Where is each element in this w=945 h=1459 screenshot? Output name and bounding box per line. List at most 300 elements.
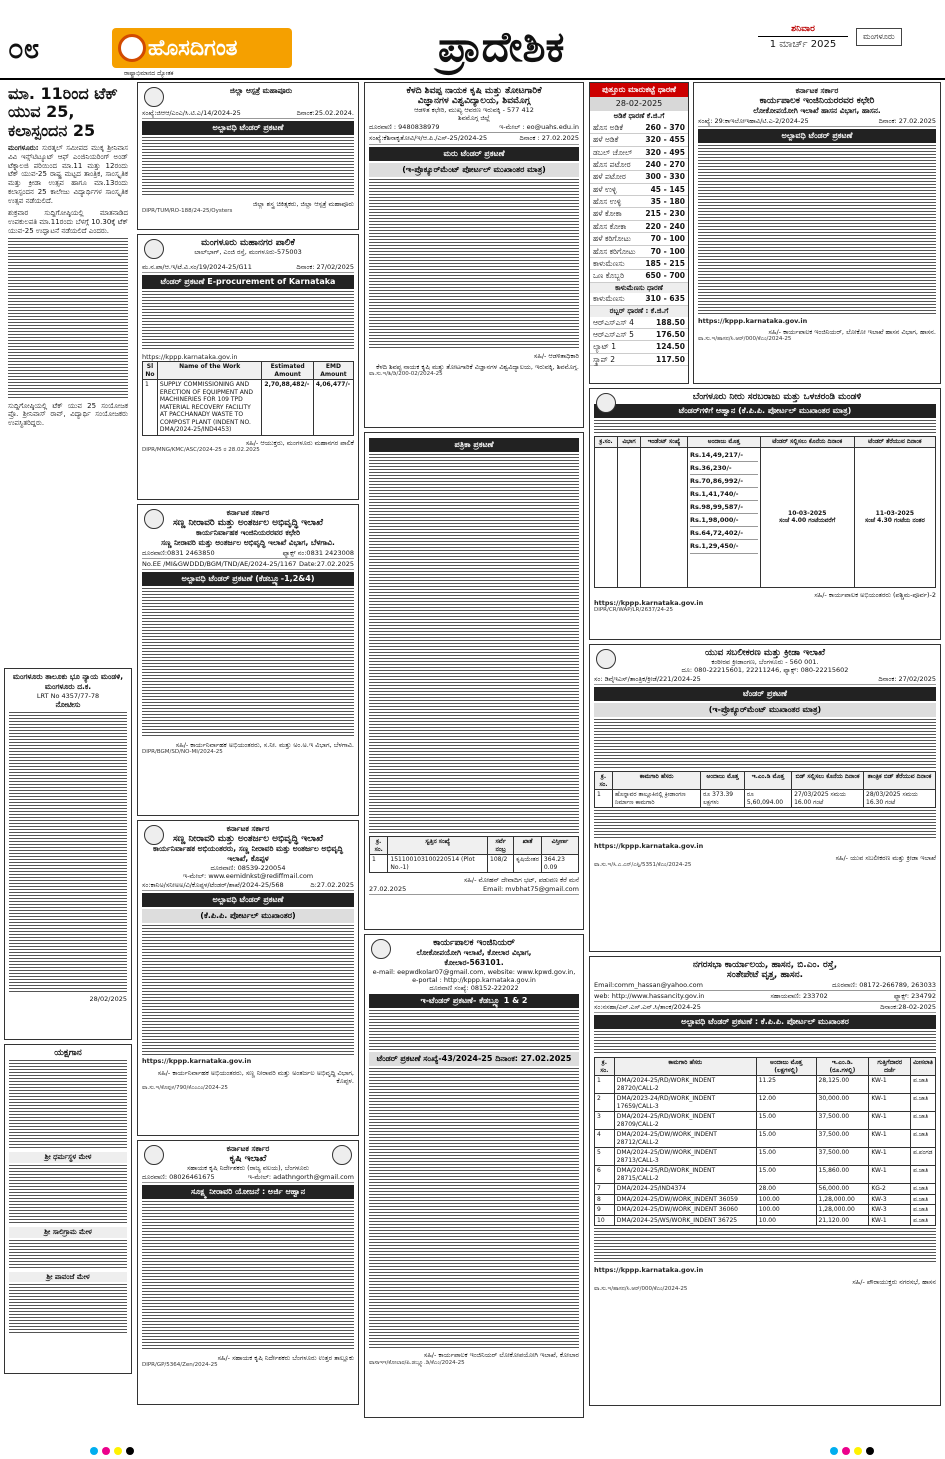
ad-site: https://kppp.karnataka.gov.in — [594, 1266, 704, 1275]
ad-body-text — [142, 291, 354, 351]
th-last-date: ಟೆಂಡರ್ ಸಲ್ಲಿಸಲು ಕೊನೆಯ ದಿನಾಂಕ — [760, 437, 854, 448]
ad-subtitle: ಸಹಾಯಕ ಕೃಷಿ ನಿರ್ದೇಶಕರು (ರಾಜ್ಯ ವಲಯ), ಬೆಂಗಳೂರು — [186, 1164, 310, 1172]
ad-pwd-hassan — [693, 82, 941, 384]
cell-open-date: 28/03/2025 ಸಮಯ 16.30 ಗಂಟೆ — [864, 790, 936, 808]
table-row — [370, 855, 579, 873]
amount-value: Rs.1,29,450/- — [690, 540, 758, 553]
rate-row — [590, 258, 688, 270]
cell-sl — [595, 447, 618, 587]
table-row — [595, 1166, 936, 1184]
events-list-2 — [9, 1165, 127, 1225]
ad-bar-sub: (ಇ-ಪ್ರೊಕ್ಯೂರ್‌ಮೆಂಟ್ ಮುಖಾಂತರ ಮಾತ್ರ) — [594, 703, 936, 717]
masthead-divider — [0, 78, 945, 80]
table-cell: 100.00 — [756, 1194, 816, 1205]
cyan-dot-icon — [830, 1447, 838, 1455]
th-sl: ಕ್ರ. ಸಂ. — [595, 772, 613, 790]
ad-press-notice — [364, 432, 584, 930]
table-cell: 4 — [595, 1130, 615, 1148]
rates-date: 28-02-2025 — [590, 97, 688, 111]
ad-bar: ಅಲ್ಪಾವಧಿ ಟೆಂಡರ್ ಪ್ರಕಟಣೆ (ಕೆಡಬ್ಲ್ಯೂ-1,2&4) — [142, 572, 354, 586]
ad-dipr: DIPR/GP/5364/Zen/2024-25 — [142, 1362, 218, 1369]
events-list-4 — [9, 1284, 127, 1334]
rate-value: 300 - 330 — [645, 172, 685, 182]
table-cell: 15.00 — [756, 1112, 816, 1130]
brand-name: ಹೊಸದಿಗಂತ — [148, 35, 238, 61]
cell-estimate: ರೂ 373.39 ಲಕ್ಷಗಳು — [701, 790, 745, 808]
table-cell: DMA/2024-25/IND4374 — [614, 1184, 756, 1195]
ad-body-text — [594, 1031, 936, 1055]
rate-item: ಒಣ ಕೊಬ್ಬರಿ — [593, 271, 625, 281]
table-cell: DMA/2024-25/RD/WORK_INDENT 28715/CALL-2 — [614, 1166, 756, 1184]
brand-emblem-icon — [118, 34, 146, 62]
rate-item: ಕಾಳುಮೆಣಸು — [593, 294, 625, 304]
registration-marks-left — [90, 1447, 134, 1455]
table-cell: DMA/2024-25/WS/WORK_INDENT 36725 — [614, 1215, 756, 1226]
ad-title-1: ನಗರಸಭಾ ಕಾರ್ಯಾಲಯ, ಹಾಸನ, ಬಿ.ಎಂ. ರಸ್ತೆ, — [692, 960, 838, 970]
rate-value: 260 - 370 — [645, 122, 685, 132]
th-estimate: ಅಂದಾಜು ಮೊತ್ತ — [701, 772, 745, 790]
magenta-dot-icon — [102, 1447, 110, 1455]
last-time: ಸಂಜೆ 4.00 ಗಂಟೆಯವರೆಗೆ — [779, 517, 836, 524]
rate-row — [590, 221, 688, 233]
ad-ref-line — [369, 133, 579, 144]
th-sl: ಕ್ರ. ಸಂ. — [595, 1058, 615, 1076]
ad-title-1: ಕಾರ್ಯಪಾಲಕ ಇಂಜಿನಿಯರ್ — [433, 938, 515, 948]
ad-signer: ಸಹಿ/- ಆಡಳಿತಾಧಿಕಾರಿ — [533, 351, 579, 360]
events-title: ಯಕ್ಷಗಾನ — [54, 1048, 82, 1058]
table-row — [595, 1205, 936, 1216]
rate-value: 320 - 495 — [645, 147, 685, 157]
ad-date: ದಿನಾಂಕ:28-02-2025 — [880, 1003, 936, 1012]
column-4 — [589, 82, 941, 1410]
ad-dipr: ವಾ.ಸು.ಇ/ಹಾಸನ/ಸಿ.ಆರ್/000/ಕೆಎಂ/2024-25 — [594, 1285, 688, 1292]
events-list-3 — [9, 1240, 127, 1270]
ad-body-text — [142, 588, 354, 738]
table-cell: KW-3 — [869, 1205, 911, 1216]
th-property: ಸ್ವತ್ತಿನ ಸಂಖ್ಯೆ — [388, 837, 488, 855]
th-emd: ಇ.ಎಂ.ಡಿ. (ರೂ.ಗಳಲ್ಲಿ) — [816, 1058, 869, 1076]
ad-cmc-hassan — [589, 956, 941, 1406]
th-sl: ಕ್ರ. ಸಂ. — [370, 837, 388, 855]
ad-dipr: DIPR/MNG/KMC/ASC/2024-25 ರ 28.02.2025 — [142, 447, 260, 453]
amount-value: Rs.64,72,402/- — [690, 527, 758, 540]
table-cell: 10 — [595, 1215, 615, 1226]
table-cell: KW-1 — [869, 1148, 911, 1166]
rate-item: ಆರ್‌ಎಸ್‌ಎಸ್ 4 — [593, 317, 634, 327]
ad-subtitle: ಲಾಲ್‌ಭಾಗ್, ಎಂಜಿ ರಸ್ತೆ, ಮಂಗಳೂರು-575003 — [194, 248, 302, 256]
table-cell: KW-1 — [869, 1076, 911, 1094]
rate-row — [590, 208, 688, 220]
rate-row — [590, 147, 688, 159]
rates-pepper-list — [590, 293, 688, 305]
ad-bar: ಅಲ್ಪಾವಧಿ ಟೆಂಡರ್ ಪ್ರಕಟಣೆ — [142, 121, 354, 135]
ad-mangaluru-corporation — [137, 234, 359, 500]
events-box — [4, 1044, 132, 1374]
ad-title-1: ಕರ್ನಾಟಕ ಸರ್ಕಾರ — [226, 508, 270, 517]
ad-dipr: ವಾ.ಸು.ಇ/ಸಿ.ಎ.ಎನ್/ಎಸ್ಪಿ/5351/ಕೆಎಂ/2024-25 — [594, 861, 692, 868]
rates-sub: ಅಡಿಕೆ ಧಾರಣೆ ಕೆ.ಜಿ.ಗೆ — [613, 112, 665, 120]
ad-email: Email: mvbhat75@gmail.com — [482, 885, 579, 894]
date-box — [758, 24, 848, 52]
th-survey: ಸರ್ವೆ ನಂಬ್ರ — [488, 837, 514, 855]
ad-title-4: ಸಣ್ಣ ನೀರಾವರಿ ಮತ್ತು ಅಂತರ್ಜಲ ಅಭಿವೃದ್ಧಿ ಇಲಾಖೆ ವಿಭಾಗ, ಬೆಳಗಾವಿ. — [161, 538, 335, 547]
th-open-date: ಟೆಂಡರ್ ತೆರೆಯುವ ದಿನಾಂಕ — [854, 437, 935, 448]
ad-signer: ಸಹಿ/- ಕಾರ್ಯಪಾಲಕ ಇಂಜಿನಿಯರ್, ಲೋಕೋ ಇಲಾಖೆ ಹಾಸನ ವಿಭಾಗ, ಹಾಸನ. — [768, 328, 936, 337]
ad-web: web: http://www.hassancity.gov.in — [594, 992, 705, 1001]
cyan-dot-icon — [90, 1447, 98, 1455]
ad-ref: ಸಂ:ಕಾನಿಅ/ಸನೀಅಅ/ವಿ/ಕೊಪ್ಪಳ/ಟೆಂಡರ್/ಶಾಖೆ/2024-25/568 — [142, 881, 284, 890]
land-tribunal-notice — [4, 668, 132, 1040]
ad-signer: ಸಹಿ/- ಕಾರ್ಯಪಾಲಕ ಅಭಿಯಂತರರು (ಪಶ್ಚಿಮ-ಪೂರ್ವ)-2 — [814, 590, 936, 599]
table-cell: ಪ.ಜಾತಿ — [911, 1205, 936, 1216]
ad-title: ಯುವ ಸಬಲೀಕರಣ ಮತ್ತು ಕ್ರೀಡಾ ಇಲಾಖೆ — [704, 648, 826, 658]
th-sl: Sl No — [143, 362, 158, 380]
ad-signer: ಜಿಲ್ಲಾ ಶಸ್ತ್ರ ಚಿಕಿತ್ಸಕರು, ಜಿಲ್ಲಾ ಆಸ್ಪತ್ರೆ ಮಹಾಪೂರು — [252, 200, 354, 209]
ad-phone: ದೂರವಾಣಿ : 9480838979 — [369, 123, 440, 132]
black-dot-icon — [866, 1447, 874, 1455]
registration-marks-right — [830, 1447, 874, 1455]
ad-ref: ಮ.ನ.ಪಾ/ಆ.ಇ/ಟೆ.ವಿ.ಸಂ/19/2024-25/G11 — [142, 263, 252, 272]
masthead — [0, 0, 945, 80]
th-emd: ಇ.ಎಂ.ಡಿ ಮೊತ್ತ — [744, 772, 791, 790]
ad-title: ಜಿಲ್ಲಾ ಆಸ್ಪತ್ರೆ ಮಹಾಪೂರು — [229, 86, 293, 95]
th-work: Name of the Work — [157, 362, 262, 380]
last-date: 10-03-2025 — [788, 509, 827, 517]
table-cell: KW-1 — [869, 1130, 911, 1148]
amount-value: Rs.1,41,740/- — [690, 488, 758, 501]
ad-site: https://kppp.karnataka.gov.in — [698, 317, 808, 326]
table-cell: 1,28,000.00 — [816, 1205, 869, 1216]
ad-bar-sub: (ಕೆ.ಪಿ.ಪಿ. ಪೋರ್ಟಲ್ ಮುಖಾಂತರ) — [142, 909, 354, 923]
cell-work: ಹೊನ್ನಾವರ ತಾಲ್ಲೂಕಿನಲ್ಲಿ ಕ್ರೀಡಾಂಗಣ ನಿರ್ಮಾಣ ಕಾಮಗಾರಿ — [613, 790, 701, 808]
table-cell: 11.25 — [756, 1076, 816, 1094]
ad-foot-line — [369, 884, 579, 895]
ad-phone: ದೂರವಾಣಿ ಸಂಖ್ಯೆ: 08152-222022 — [429, 984, 519, 993]
ad-body-text-2 — [594, 810, 936, 840]
th-sl: ಕ್ರ.ಸಂ. — [595, 437, 618, 448]
ad-bwssb — [589, 388, 941, 640]
ad-date: Date:27.02.2025 — [299, 560, 354, 569]
rate-row — [590, 196, 688, 208]
rate-row — [590, 171, 688, 183]
table-cell: 10.00 — [756, 1215, 816, 1226]
rate-value: 220 - 240 — [645, 221, 685, 231]
ad-date: ದಿನಾಂಕ: 27/02/2025 — [878, 675, 936, 684]
cell-work: SUPPLY COMMISSIONING AND ERECTION OF EQUIPMENT AND MACHINERIES FOR 109 TPD MATERIAL RECOVERY FACILITY AT PACCHANADY WASTE TO COMPOST PLANT (INDENT NO. DMA/2024-25/IND4453) — [157, 380, 262, 436]
table-cell: ಪ.ಜಾತಿ — [911, 1130, 936, 1148]
ad-bar: ಟೆಂಡರ್ ಪ್ರಕಟಣೆ — [594, 687, 936, 701]
rate-item: ಡಬಲ್ ಚೋಲ್ — [593, 147, 633, 157]
ad-email: Email:comm_hassan@yahoo.com — [594, 981, 703, 989]
ad-subtitle-2: ಶಿವಮೊಗ್ಗ ಜಿಲ್ಲೆ — [458, 114, 490, 123]
rates-rubber-title: ರಬ್ಬರ್ ಧಾರಣೆ : ಕೆ.ಜಿ.ಗೆ — [590, 306, 688, 317]
table-cell: DMA/2023-24/RD/WORK_INDENT 17659/CALL-3 — [614, 1094, 756, 1112]
news-article — [4, 82, 132, 664]
ad-site: https://kppp.karnataka.gov.in — [142, 1057, 252, 1066]
amount-value: Rs.1,98,000/- — [690, 514, 758, 527]
ad-bar: ಪತ್ರಿಕಾ ಪ್ರಕಟಣೆ — [369, 438, 579, 452]
ad-fax: ಫ್ಯಾಕ್ಸ್ ನಂ:0831 2423008 — [282, 549, 354, 557]
ad-body-text — [594, 719, 936, 769]
table-row — [595, 1194, 936, 1205]
ad-agriculture — [137, 1140, 359, 1405]
table-row — [595, 790, 936, 808]
table-cell: 6 — [595, 1166, 615, 1184]
cell-division — [618, 447, 641, 587]
table-cell: DMA/2024-25/DW/WORK_INDENT 36060 — [614, 1205, 756, 1216]
ad-title-2: ಸಣ್ಣ ನೀರಾವರಿ ಮತ್ತು ಅಂತರ್ಜಲ ಅಭಿವೃದ್ಧಿ ಇಲಾಖೆ — [172, 518, 324, 528]
table-cell: 30,000.00 — [816, 1094, 869, 1112]
th-area: ವಿಸ್ತೀರ್ಣ — [541, 837, 578, 855]
ad-contact-line-1 — [594, 980, 936, 991]
amount-value: Rs.36,230/- — [690, 462, 758, 475]
th-estimate: Estimated Amount — [262, 362, 313, 380]
ad-dipr: DIPR/TUM/RO-188/24-25/Oysters — [142, 208, 233, 215]
rate-value: 650 - 700 — [645, 271, 685, 281]
ad-bar: ಅಲ್ಪಾವಧಿ ಟೆಂಡರ್ ಪ್ರಕಟಣೆ — [698, 129, 936, 143]
ad-email: ಇ-ಮೇಲ್ : eo@uahs.edu.in — [499, 123, 579, 132]
table-cell: ಪ.ಜಾತಿ — [911, 1194, 936, 1205]
table-row — [595, 1094, 936, 1112]
rate-item: ಹೊಸ ಉಳ್ಳಿ — [593, 197, 622, 206]
ad-dipr: DIPR/CR/WAP/LR/2637/24-25 — [594, 606, 674, 613]
column-1 — [4, 82, 132, 1378]
ad-contact-line-2 — [594, 991, 936, 1002]
ad-bar: ಅಲ್ಪಾವಧಿ ಟೆಂಡರ್ ಪ್ರಕಟಣೆ : ಕೆ.ಪಿ.ಪಿ. ಪೋರ್ಟಲ್ ಮುಖಾಂತರ — [594, 1015, 936, 1029]
table-cell: KW-3 — [869, 1194, 911, 1205]
table-cell: 15.00 — [756, 1148, 816, 1166]
cell-emd: ರೂ 5,60,094.00 — [744, 790, 791, 808]
ad-bar: ಟೆಂಡರ್ ಪ್ರಕಟಣೆ E-procurement of Karnataka — [142, 275, 354, 289]
ad-bar-sub: (ಇ-ಪ್ರೊಕ್ಯೂರ್‌ಮೆಂಟ್ ಪೋರ್ಟಲ್ ಮುಖಾಂತರ ಮಾತ್ರ) — [369, 163, 579, 177]
ad-title-3: ಕಾರ್ಯನಿರ್ವಾಹಕ ಅಭಿಯಂತರರು, ಸಣ್ಣ ನೀರಾವರಿ ಮತ್ತು ಅಂತರ್ಜಲ ಅಭಿವೃದ್ಧಿ ಇಲಾಖೆ, ಕೊಪ್ಪಳ — [152, 844, 344, 863]
ad-title-2: ಸಣ್ಣ ನೀರಾವರಿ ಮತ್ತು ಅಂತರ್ಜಲ ಅಭಿವೃದ್ಧಿ ಇಲಾಖೆ — [172, 834, 324, 844]
ad-title-2: ಸಂತೇಪೇಟೆ ವೃತ್ತ, ಹಾಸನ. — [726, 970, 804, 980]
th-last-date: ಬಿಡ್ ಸಲ್ಲಿಸಲು ಕೊನೆಯ ದಿನಾಂಕ — [792, 772, 864, 790]
table-cell: DMA/2024-25/DW/WORK_INDENT 28713/CALL-3 — [614, 1148, 756, 1166]
rates-list — [590, 122, 688, 283]
event-item-2: ಶ್ರೀ ಸಾಲಿಗ್ರಾಮ ಮೇಳ — [9, 1227, 127, 1238]
rate-row — [590, 354, 688, 366]
rate-row — [590, 293, 688, 305]
table-cell: 9 — [595, 1205, 615, 1216]
rate-row — [590, 341, 688, 353]
th-division: ವಿಭಾಗ — [618, 437, 641, 448]
table-cell: ಪ.ಪಂಗಡ — [911, 1148, 936, 1166]
ad-dipr: ವಾ.ಸು.ಇ/ಹಾಸನ/ಸಿ.ಆರ್/000/ಕೆಎಂ/2024-25 — [698, 336, 792, 343]
brand-tagline: ರಾಷ್ಟ್ರಾಭಿಮಾನದ ದ್ಯೋತಕ — [124, 70, 174, 77]
emblem-icon — [144, 239, 164, 259]
ad-phone: ದೂರವಾಣಿ: 08026461675 — [142, 1173, 215, 1182]
ad-body-text — [698, 145, 936, 315]
rate-item: ಹಳೆ ಕೋಕಾ — [593, 209, 622, 219]
table-cell: ಪ.ಜಾತಿ — [911, 1112, 936, 1130]
ad-ref-line — [142, 108, 354, 119]
rate-row — [590, 317, 688, 329]
table-cell: 37,500.00 — [816, 1148, 869, 1166]
ad-dipr: ವಾ.ಸು.ಇ/ಕೊಪ್ಪಳ/790/ಕೆಎಂಎಂ/2024-25 — [142, 1084, 228, 1091]
ad-district-hospital — [137, 82, 359, 230]
ad-site: https://kppp.karnataka.gov.in — [594, 842, 704, 851]
ad-body-text — [369, 179, 579, 349]
table-cell: KW-1 — [869, 1215, 911, 1226]
column-2 — [137, 82, 359, 1409]
ad-uahs-shivamogga — [364, 82, 584, 428]
ad-ref-line — [698, 116, 936, 127]
ad-title-1: ಕರ್ನಾಟಕ ಸರ್ಕಾರ — [795, 86, 839, 95]
cell-sl: 1 — [595, 790, 613, 808]
table-row — [143, 380, 354, 436]
amount-value: Rs.70,86,992/- — [690, 475, 758, 488]
ad-signer: ಸಹಿ/- ಕಾರ್ಯನಿರ್ವಾಹಕ ಅಭಿಯಂತರರು, ಸ.ನೀ. ಮತ್ತು ಅಂ.ಅ.ಇ ವಿಭಾಗ, ಬೆಳಗಾವಿ. — [175, 741, 354, 750]
rate-value: 35 - 180 — [650, 197, 685, 206]
th-emd: EMD Amount — [313, 362, 353, 380]
emblem-icon — [144, 509, 164, 529]
table-row — [595, 1184, 936, 1195]
ad-phone: ದೂ: 080-22215601, 22211246, ಫ್ಯಾಕ್ಸ್: 080-22215602 — [681, 666, 849, 675]
ad-email: ಇ-ಮೇಲ್: www.eemidnkst@rediffmail.com — [182, 872, 314, 881]
rate-row — [590, 122, 688, 134]
table-row — [595, 1130, 936, 1148]
ad-title-1: ಕರ್ನಾಟಕ ಸರ್ಕಾರ — [226, 1144, 270, 1153]
news-dateline: ಮಂಗಳೂರು: — [8, 144, 39, 153]
table-cell: 28.00 — [756, 1184, 816, 1195]
table-cell: 56,000.00 — [816, 1184, 869, 1195]
cell-indent — [640, 447, 687, 587]
ad-title-2: ಲೋಕೋಪಯೋಗಿ ಇಲಾಖೆ, ಕೋಲಾರ ವಿಭಾಗ, — [416, 948, 532, 957]
rate-value: 70 - 100 — [650, 234, 685, 244]
open-date: 11-03-2025 — [875, 509, 915, 517]
table-cell: DMA/2024-25/DW/WORK_INDENT 36059 — [614, 1194, 756, 1205]
tender-table — [594, 1057, 936, 1226]
th-estimate: ಅಂದಾಜು ಮೊತ್ತ — [688, 437, 761, 448]
notice-ref: LRT No 4357/77-78 — [36, 692, 100, 700]
table-cell: 21,120.00 — [816, 1215, 869, 1226]
ad-title: ಬೆಂಗಳೂರು ನೀರು ಸರಬರಾಜು ಮತ್ತು ಒಳಚರಂಡಿ ಮಂಡಳಿ — [692, 392, 862, 402]
ad-title-2: ಕಾರ್ಯಪಾಲಕ ಇಂಜಿನಿಯರರವರ ಕಛೇರಿ — [759, 96, 875, 106]
table-cell: DMA/2024-25/RD/WORK_INDENT 28709/CALL-2 — [614, 1112, 756, 1130]
rate-item: ಹೊಸ ಕರಿಗೋಟು — [593, 246, 636, 256]
table-cell: 37,500.00 — [816, 1112, 869, 1130]
news-headline: ಮಾ. 11ರಿಂದ ಟೆಕ್ ಯುವ 25, ಕಲಾಸ್ಪಂದನ 25 — [8, 84, 118, 140]
cell-sl: 1 — [143, 380, 158, 436]
rate-value: 176.50 — [656, 329, 685, 339]
ad-youth-sports — [589, 644, 941, 952]
th-open-date: ತಾಂತ್ರಿಕ ಬಿಡ್ ತೆರೆಯುವ ದಿನಾಂಕ — [864, 772, 936, 790]
ad-fax: ಫ್ಯಾಕ್ಸ್: 234792 — [893, 992, 936, 1001]
th-khata: ಖಾತೆ — [514, 837, 542, 855]
rate-row — [590, 246, 688, 258]
ad-date: ದಿನಾಂಕ: 27.02.2025 — [878, 117, 936, 125]
cell-open-date — [854, 447, 935, 587]
ad-body-text — [142, 1201, 354, 1351]
news-paragraph-3: ಸುದ್ದಿಗೋಷ್ಠಿಯಲ್ಲಿ ಟೆಕ್ ಯುವ 25 ಸಂಯೋಜಕ ಪ್ರೊ. ಶ್ರೀನಿವಾಸ್ ರಾವ್, ವಿದ್ಯಾರ್ಥಿ ಸಂಯೋಜಕರು ಉಪಸ್ಥಿತರಿದ್ದರು. — [8, 401, 128, 428]
rate-item: ಹೊಸ ಪಟೋರ — [593, 159, 631, 169]
table-row — [595, 1148, 936, 1166]
cell-property: 151100103100220514 (Plot No.-1) — [388, 855, 488, 873]
rate-value: 215 - 230 — [645, 209, 685, 219]
rate-row — [590, 233, 688, 245]
ad-bar: ಟೆಂಡರ್‌ಗಳಿಗೆ ಆಹ್ವಾನ (ಕೆ.ಪಿ.ಪಿ. ಪೋರ್ಟಲ್ ಮುಖಾಂತರ ಮಾತ್ರ) — [594, 404, 936, 418]
column-3 — [364, 82, 584, 1422]
rate-row — [590, 270, 688, 282]
ad-title-1: ಕೆಳದಿ ಶಿವಪ್ಪ ನಾಯಕ ಕೃಷಿ ಮತ್ತು ತೋಟಗಾರಿಕೆ — [406, 86, 542, 96]
ad-bar: ಇ-ಟೆಂಡರ್ ಪ್ರಕಟಣೆ- ಕೆಡಬ್ಲ್ಯೂ 1 & 2 — [369, 994, 579, 1008]
ad-date: 27.02.2025 — [369, 885, 407, 894]
ad-ref-line — [142, 880, 354, 891]
ad-title-2: ಕೃಷಿ ಇಲಾಖೆ — [229, 1154, 267, 1164]
th-indent: ಇಂಡೆಂಟ್ ಸಂಖ್ಯೆ — [640, 437, 687, 448]
ad-title-1: ಕರ್ನಾಟಕ ಸರ್ಕಾರ — [226, 824, 270, 833]
ad-ref: ಟೆಂಡರ್ ಪ್ರಕಟಣೆ ಸಂಖ್ಯೆ-43/2024-25 ದಿನಾಂಕ: 27.02.2025 — [369, 1052, 579, 1066]
table-cell: 5 — [595, 1148, 615, 1166]
rate-item: ಹಳೆ ಪಟೋರ — [593, 172, 626, 182]
black-dot-icon — [126, 1447, 134, 1455]
th-work: ಕಾಮಗಾರಿ ಹೆಸರು — [613, 772, 701, 790]
ad-pwd-kolar — [364, 934, 584, 1418]
ad-title: ಮಂಗಳೂರು ಮಹಾನಗರ ಪಾಲಿಕೆ — [201, 238, 295, 248]
ad-ref-line — [142, 559, 354, 570]
table-cell: 15.00 — [756, 1130, 816, 1148]
ad-body-text — [594, 420, 936, 434]
cell-area: 364.23 0.09 — [541, 855, 578, 873]
ad-email: ಇ-ಮೇಲ್: adathngorth@gmail.com — [247, 1173, 354, 1182]
rate-value: 240 - 270 — [645, 159, 685, 169]
rate-value: 117.50 — [656, 354, 685, 364]
notice-subtitle: ನೋಟೀಸು — [55, 700, 81, 710]
ad-dipr: ವಾ.ಸು.ಇ/ಶಿ/ಡಿ/200-02/2024-25 — [369, 370, 443, 377]
rate-value: 45 - 145 — [650, 184, 685, 194]
notice-title: ಮಂಗಳೂರು ತಾಲೂಕು ಭೂ ನ್ಯಾಯ ಮಂಡಳಿ, ಮಂಗಳೂರು ದ.ಕ. — [12, 672, 124, 691]
cell-emd: 4,06,477/- — [313, 380, 353, 436]
table-cell: 2 — [595, 1094, 615, 1112]
ad-signer: ಸಹಿ/- ಕಾರ್ಯಪಾಲಕ ಇಂಜಿನಿಯರ್ ಲೋಕೋಪಯೋಗಿ ಇಲಾಖೆ, ಕೋಲಾರ — [423, 1351, 579, 1360]
table-cell: 37,500.00 — [816, 1130, 869, 1148]
table-row — [595, 447, 936, 587]
rate-row — [590, 159, 688, 171]
ad-signer: ಸಹಿ/- ಮೋಹನ್ ದೇವಾದಿಗ ಭಟ್, ಪಡುವಣ ಕೆರೆ ಮನೆ — [463, 876, 579, 884]
cell-amounts — [688, 447, 761, 587]
ad-ref: ಸಂಖ್ಯೆ:ಕೆಶಿನಾಕೃತೋವಿ/ಇ/ಆ.ಪಿ./ಎಸ್-25/2024-25 — [369, 134, 488, 143]
table-cell: 1,28,000.00 — [816, 1194, 869, 1205]
rate-value: 310 - 635 — [645, 294, 685, 304]
events-list-1 — [9, 1060, 127, 1150]
ksda-logo-icon — [332, 1145, 352, 1165]
ad-ref-line — [142, 262, 354, 273]
ad-dipr: DIPR/BGM/SD/NO-MI/2024-25 — [142, 749, 223, 756]
ad-ref-line — [594, 1002, 936, 1013]
ad-subtitle: ಆಡಳಿತ ಕಛೇರಿ, ಮುಖ್ಯ ಆವರಣ ಇರುವಕ್ಕಿ - 577 412 — [414, 106, 534, 114]
cell-last-date: 27/03/2025 ಸಮಯ 16.00 ಗಂಟೆ — [792, 790, 864, 808]
section-title: ಪ್ರಾದೇಶಿಕ — [438, 22, 565, 71]
event-item-1: ಶ್ರೀ ಧರ್ಮಸ್ಥಳ ಮೇಳ — [9, 1152, 127, 1163]
city-label: ಮಂಗಳೂರು — [856, 28, 902, 46]
news-body-text — [8, 238, 128, 398]
ad-signer: ಸಹಿ/- ಪೌರಾಯುಕ್ತರು ನಗರಸಭೆ, ಹಾಸನ — [852, 1277, 936, 1286]
th-estimate: ಅಂದಾಜು ಮೊತ್ತ (ಲಕ್ಷಗಳಲ್ಲಿ) — [756, 1058, 816, 1076]
table-cell: 8 — [595, 1194, 615, 1205]
ad-date: ದಿ:27.02.2025 — [310, 881, 354, 890]
table-row — [595, 1215, 936, 1226]
rate-value: 124.50 — [656, 342, 685, 352]
ad-date: ದಿನಾಂಕ : 27.02.2025 — [519, 134, 579, 143]
ad-site: https://kppp.karnataka.gov.in — [142, 353, 238, 362]
rate-value: 185 - 215 — [645, 258, 685, 268]
ad-title-3: ಕಾರ್ಯನಿರ್ವಾಹಕ ಇಂಜಿನಿಯರರವರ ಕಛೇರಿ — [195, 528, 301, 537]
ad-ref: ಸಂಖ್ಯೆ:ಜಿಆಆ/ಎಂಎ/ಸಿ.ಟಿ.ಎ/14/2024-25 — [142, 109, 241, 117]
cell-last-date — [760, 447, 854, 587]
ad-email: e-mail: eepwdkolar07@gmail.com, website: www.kpwd.gov.in, e-portal : http://kppp.karnataka.gov.in — [372, 968, 576, 985]
